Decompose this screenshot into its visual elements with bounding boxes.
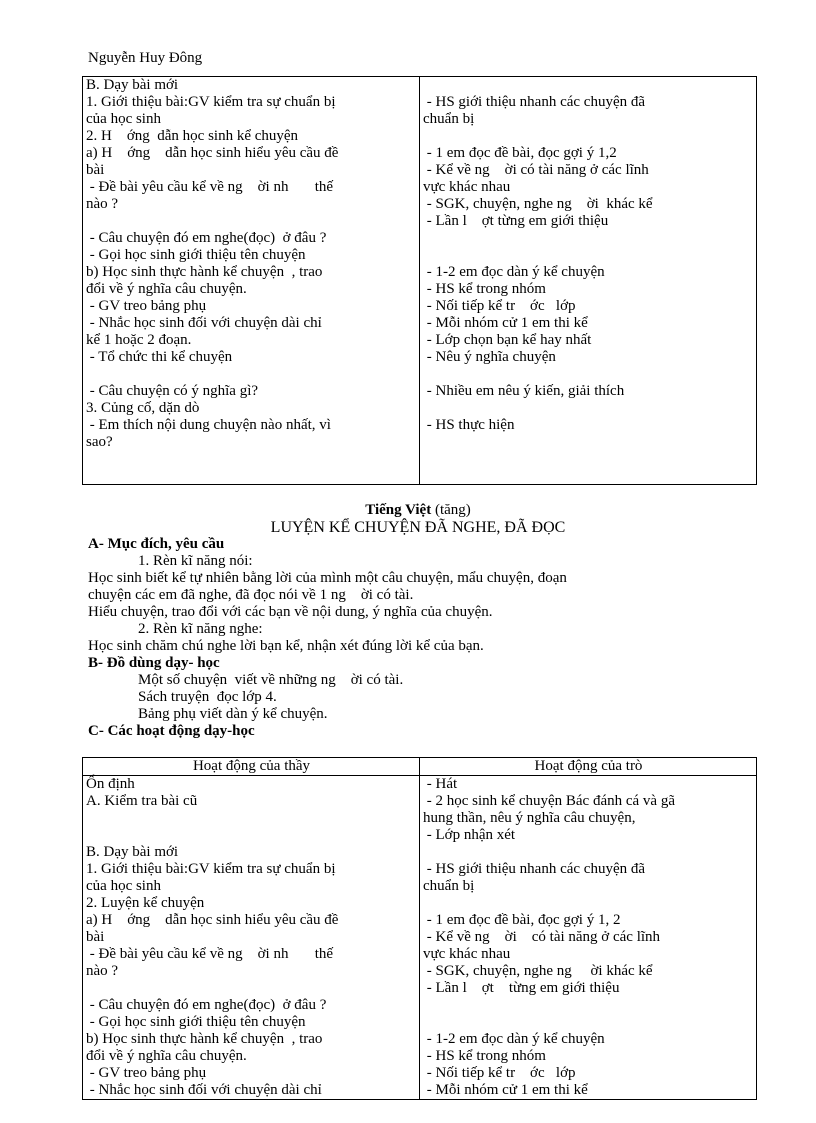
teacher-activity-line: đổi về ý nghĩa câu chuyện. — [86, 281, 247, 297]
section-a-item-2: 2. Rèn kĩ năng nghe: — [138, 621, 263, 637]
lesson-table-2 — [82, 757, 757, 1100]
student-activity-line — [423, 400, 754, 417]
teacher-activity-line: 2. Luyện kể chuyện — [86, 895, 205, 911]
student-activity-line: - Nối tiếp kể tr ớc lớp — [423, 1065, 576, 1081]
teacher-activity-line — [86, 366, 417, 383]
teacher-activity-line: A. Kiểm tra bài cũ — [86, 793, 198, 809]
teacher-activity-line: 3. Củng cố, dặn dò — [86, 400, 200, 416]
teacher-activity-line: của học sinh — [86, 111, 161, 127]
section-b-item: Bảng phụ viết dàn ý kể chuyện. — [138, 706, 328, 722]
section-a-paragraph: chuyện các em đã nghe, đã đọc nói về 1 ng ời có tài. — [88, 587, 414, 603]
subject-note: (tăng) — [431, 502, 471, 518]
student-activity-line: - Mỗi nhóm cử 1 em thi kể — [423, 1082, 588, 1098]
student-activity-line: - Lần l ợt từng em giới thiệu — [423, 980, 620, 996]
student-activity-line: - Nhiều em nêu ý kiến, giải thích — [423, 383, 625, 399]
student-activity-line: - HS giới thiệu nhanh các chuyện đã — [423, 94, 646, 110]
teacher-activity-line: - Câu chuyện có ý nghĩa gì? — [86, 383, 259, 399]
section-c-heading: C- Các hoạt động dạy-học — [88, 723, 255, 739]
lesson-plan-section — [88, 502, 748, 740]
teacher-activity-line: B. Dạy bài mới — [86, 77, 179, 93]
student-column-header: Hoạt động của trò — [420, 758, 757, 776]
student-activity-line — [423, 997, 754, 1014]
student-column — [420, 77, 757, 485]
student-activity-line: - SGK, chuyện, nghe ng ời khác kể — [423, 196, 653, 212]
student-activity-line: - Nối tiếp kể tr ớc lớp — [423, 298, 576, 314]
student-activity-line — [423, 1014, 754, 1031]
teacher-activity-line: a) H ớng dẫn học sinh hiểu yêu cầu đề — [86, 912, 339, 928]
student-activity-line — [423, 844, 754, 861]
teacher-activity-line: b) Học sinh thực hành kể chuyện , trao — [86, 1031, 323, 1047]
teacher-activity-line: - Câu chuyện đó em nghe(đọc) ở đâu ? — [86, 997, 327, 1013]
section-a-item-1: 1. Rèn kĩ năng nói: — [138, 553, 253, 569]
teacher-activity-line: a) H ớng dẫn học sinh hiểu yêu cầu đề — [86, 145, 339, 161]
section-a-paragraph: Học sinh biết kể tự nhiên bằng lời của mình một câu chuyện, mẩu chuyện, đoạn — [88, 570, 567, 586]
student-activity-line: - Hát — [423, 776, 458, 792]
student-activity-line: - HS thực hiện — [423, 417, 515, 433]
student-activity-line: chuẩn bị — [423, 878, 475, 894]
student-activity-line: - HS giới thiệu nhanh các chuyện đã — [423, 861, 646, 877]
teacher-column-header: Hoạt động của thầy — [83, 758, 420, 776]
section-a-heading: A- Mục đích, yêu cầu — [88, 536, 225, 552]
student-activity-line: vực khác nhau — [423, 946, 511, 962]
student-activity-line: - HS kể trong nhóm — [423, 1048, 546, 1064]
teacher-activity-line: sao? — [86, 434, 113, 450]
student-activity-line — [423, 895, 754, 912]
student-activity-line — [423, 230, 754, 247]
teacher-activity-line: b) Học sinh thực hành kể chuyện , trao — [86, 264, 323, 280]
teacher-column — [83, 776, 420, 1100]
teacher-activity-line: kể 1 hoặc 2 đoạn. — [86, 332, 192, 348]
student-activity-line: chuẩn bị — [423, 111, 475, 127]
student-activity-line — [423, 128, 754, 145]
teacher-activity-line: - Nhắc học sinh đối với chuyện dài chỉ — [86, 315, 322, 331]
student-activity-line: - 2 học sinh kể chuyện Bác đánh cá và gã — [423, 793, 675, 809]
section-b-heading: B- Đồ dùng dạy- học — [88, 655, 220, 671]
section-b-item: Một số chuyện viết về những ng ời có tài. — [138, 672, 404, 688]
teacher-activity-line: - Tổ chức thi kể chuyện — [86, 349, 233, 365]
student-activity-line: - 1-2 em đọc dàn ý kể chuyện — [423, 264, 605, 280]
section-a-paragraph: Hiểu chuyện, trao đổi với các bạn về nội dung, ý nghĩa của chuyện. — [88, 604, 493, 620]
teacher-activity-line: - Đề bài yêu cầu kể về ng ời nh thế — [86, 179, 334, 195]
student-activity-line — [423, 434, 754, 451]
student-activity-line: - Kể về ng ời có tài năng ở các lĩnh — [423, 929, 661, 945]
teacher-activity-line: - Câu chuyện đó em nghe(đọc) ở đâu ? — [86, 230, 327, 246]
teacher-activity-line: Ổn định — [86, 776, 135, 792]
subject-name: Tiếng Việt — [365, 502, 432, 518]
teacher-activity-line: bài — [86, 929, 105, 945]
student-activity-line — [423, 366, 754, 383]
teacher-activity-line — [86, 827, 417, 844]
student-activity-line — [423, 77, 754, 94]
student-activity-line: - Nêu ý nghĩa chuyện — [423, 349, 556, 365]
teacher-activity-line: - Gọi học sinh giới thiệu tên chuyện — [86, 1014, 306, 1030]
student-activity-line: - 1 em đọc đề bài, đọc gợi ý 1, 2 — [423, 912, 621, 928]
teacher-activity-line: - GV treo bảng phụ — [86, 1065, 207, 1081]
teacher-activity-line: nào ? — [86, 196, 119, 212]
teacher-activity-line: - Đề bài yêu cầu kể về ng ời nh thế — [86, 946, 334, 962]
student-activity-line: - 1 em đọc đề bài, đọc gợi ý 1,2 — [423, 145, 617, 161]
student-activity-line: - 1-2 em đọc dàn ý kể chuyện — [423, 1031, 605, 1047]
student-activity-line: hung thần, nêu ý nghĩa câu chuyện, — [423, 810, 636, 826]
teacher-activity-line — [86, 810, 417, 827]
lesson-table-1 — [82, 76, 757, 485]
teacher-activity-line: 1. Giới thiệu bài:GV kiểm tra sự chuẩn bị — [86, 861, 336, 877]
teacher-activity-line: của học sinh — [86, 878, 161, 894]
teacher-activity-line: B. Dạy bài mới — [86, 844, 179, 860]
student-activity-line: - Lần l ợt từng em giới thiệu — [423, 213, 609, 229]
student-activity-line: - HS kể trong nhóm — [423, 281, 546, 297]
section-a-paragraph: Học sinh chăm chú nghe lời bạn kể, nhận xét đúng lời kể của bạn. — [88, 638, 484, 654]
student-activity-line: - Mỗi nhóm cử 1 em thi kể — [423, 315, 588, 331]
lesson-title: LUYỆN KỂ CHUYỆN ĐÃ NGHE, ĐÃ ĐỌC — [270, 519, 566, 536]
teacher-activity-line: 1. Giới thiệu bài:GV kiểm tra sự chuẩn bị — [86, 94, 336, 110]
teacher-activity-line: bài — [86, 162, 105, 178]
student-activity-line: - SGK, chuyện, nghe ng ời khác kể — [423, 963, 653, 979]
teacher-activity-line: - Gọi học sinh giới thiệu tên chuyện — [86, 247, 306, 263]
section-b-item: Sách truyện đọc lớp 4. — [138, 689, 277, 705]
teacher-activity-line: nào ? — [86, 963, 119, 979]
teacher-column — [83, 77, 420, 485]
student-column — [420, 776, 757, 1100]
subject-heading — [88, 502, 748, 519]
student-activity-line: - Lớp chọn bạn kể hay nhất — [423, 332, 592, 348]
teacher-activity-line — [86, 980, 417, 997]
student-activity-line: vực khác nhau — [423, 179, 511, 195]
teacher-activity-line: - Nhắc học sinh đối với chuyện dài chỉ — [86, 1082, 322, 1098]
teacher-activity-line: 2. H ớng dẫn học sinh kể chuyện — [86, 128, 299, 144]
teacher-activity-line: - Em thích nội dung chuyện nào nhất, vì — [86, 417, 331, 433]
student-activity-line — [423, 247, 754, 264]
teacher-activity-line: - GV treo bảng phụ — [86, 298, 207, 314]
teacher-activity-line: đổi về ý nghĩa câu chuyện. — [86, 1048, 247, 1064]
teacher-activity-line — [86, 213, 417, 230]
student-activity-line: - Kể về ng ời có tài năng ở các lĩnh — [423, 162, 649, 178]
author-name: Nguyễn Huy Đông — [88, 50, 203, 66]
student-activity-line: - Lớp nhận xét — [423, 827, 516, 843]
